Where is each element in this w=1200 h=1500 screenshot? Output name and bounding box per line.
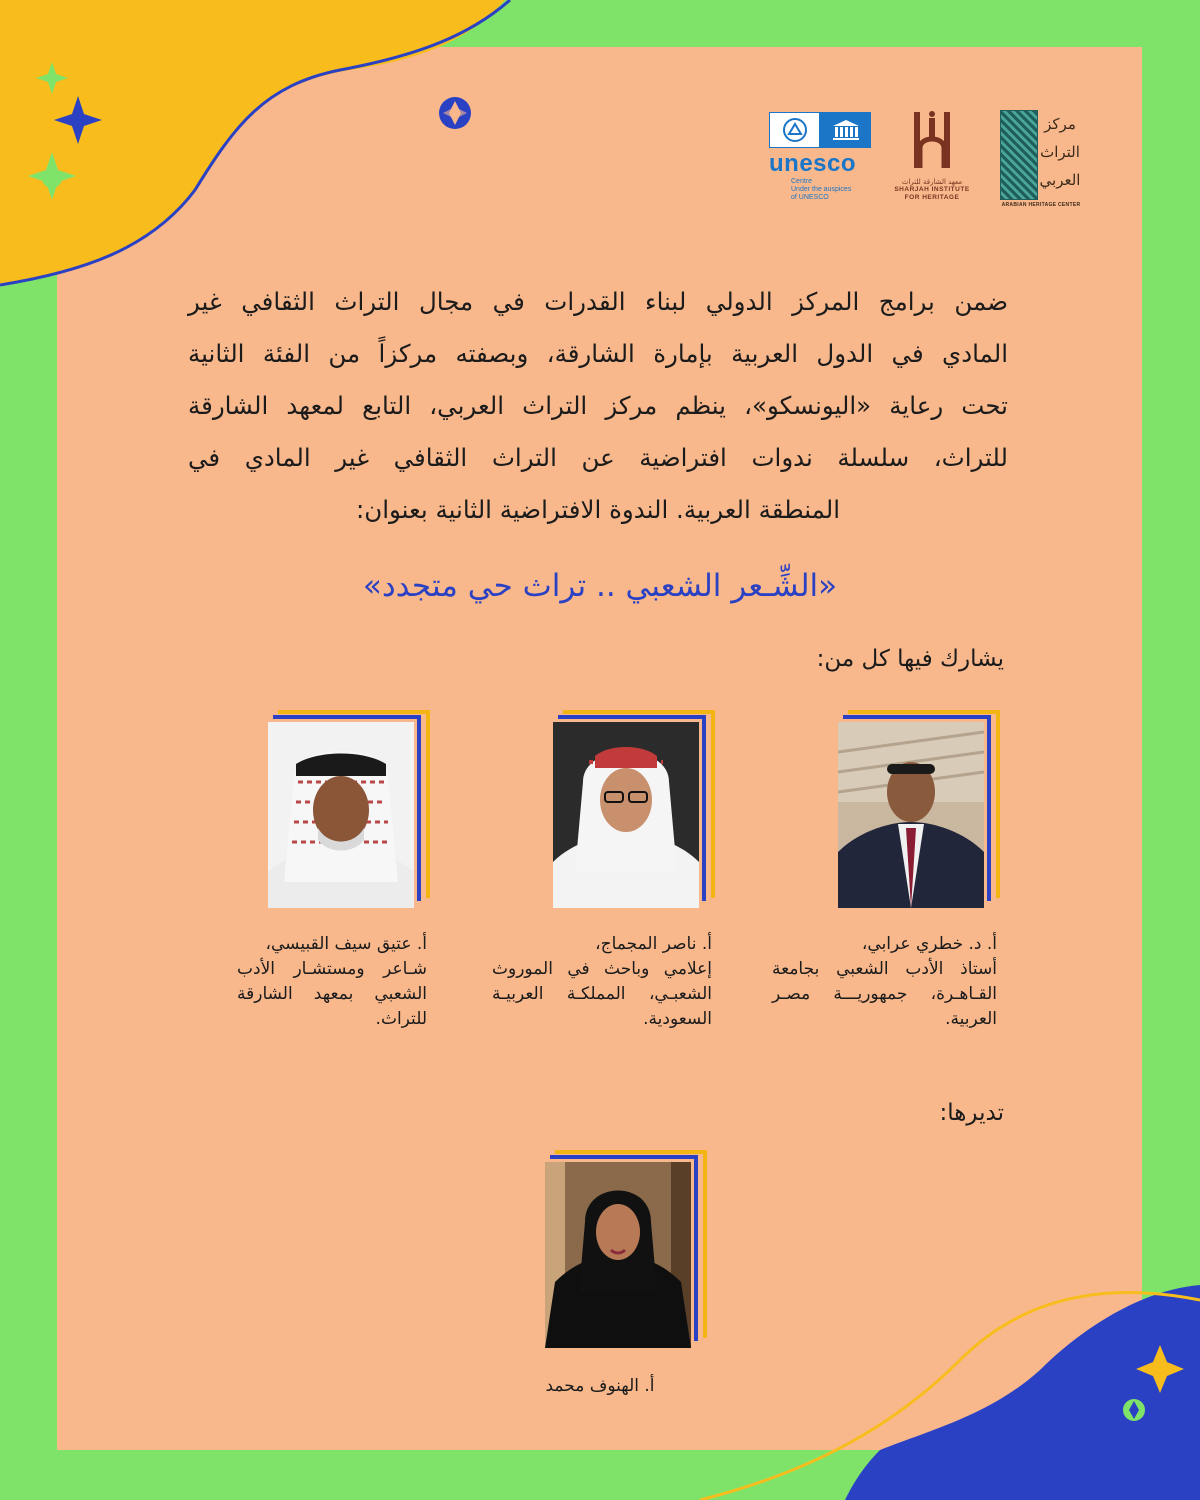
participant-caption-3: أ. عتيق سيف القبيسي، شـاعر ومستشـار الأدب الشعبي بمعهد الشارقة للتراث. xyxy=(237,934,427,1029)
arab-heritage-center-logo: مركز التراث العربي ARABIAN HERITAGE CENTER xyxy=(1000,110,1082,208)
participant-caption-2: أ. ناصر المجماج، إعلامي وباحث في الموروث الشعبـي، المملكـة العربيـة السعودية. xyxy=(492,934,712,1029)
participant-portrait-2 xyxy=(553,710,715,910)
unesco-temple-icon xyxy=(820,112,871,148)
participant-photo-3 xyxy=(268,722,414,908)
moderator-label: تديرها: xyxy=(939,1100,1004,1126)
moderator-portrait xyxy=(545,1150,707,1350)
sharjah-institute-logo: معهد الشارقة للتراث SHARJAH INSTITUTE FOR HERITAGE xyxy=(887,108,977,202)
intro-line: ضمن برامج المركز الدولي لبناء القدرات في مجال التراث الثقافي غير xyxy=(188,287,1008,316)
intro-line: المنطقة العربية. الندوة الافتراضية الثانية بعنوان: xyxy=(355,495,841,524)
mosaic-pattern-icon xyxy=(1000,110,1038,200)
moderator-photo xyxy=(545,1162,691,1348)
participant-photo-2 xyxy=(553,722,699,908)
unesco-wordmark: unesco xyxy=(769,150,857,177)
intro-line: تحت رعاية «اليونسكو»، ينظم مركز التراث العربي، التابع لمعهد الشارقة xyxy=(188,391,1008,420)
seminar-title: «الشِّـعر الشعبي .. تراث حي متجدد» xyxy=(362,568,838,604)
centre-emblem-icon xyxy=(769,112,820,148)
participant-photo-1 xyxy=(838,722,984,908)
intro-line: المادي في الدول العربية بإمارة الشارقة، وبصفته مركزاً من الفئة الثانية xyxy=(188,339,1008,368)
intro-line: للتراث، سلسلة ندوات افتراضية عن التراث الثقافي غير المادي في xyxy=(188,443,1008,472)
participant-caption-1: أ. د. خطري عرابي، أستاذ الأدب الشعبي بجامعة القـاهـرة، جمهوريـــة مصـر العربية. xyxy=(772,934,997,1029)
unesco-logo xyxy=(769,112,871,202)
moderator-name: أ. الهنوف محمد xyxy=(545,1376,655,1396)
sharjah-institute-emblem-icon xyxy=(910,108,954,172)
unesco-subtitle: Centre Under the auspices of UNESCO xyxy=(791,178,852,201)
participant-portrait-3 xyxy=(268,710,430,910)
intro-paragraph xyxy=(188,276,1008,536)
participants-label: يشارك فيها كل من: xyxy=(816,646,1004,672)
participant-portrait-1 xyxy=(838,710,1000,910)
